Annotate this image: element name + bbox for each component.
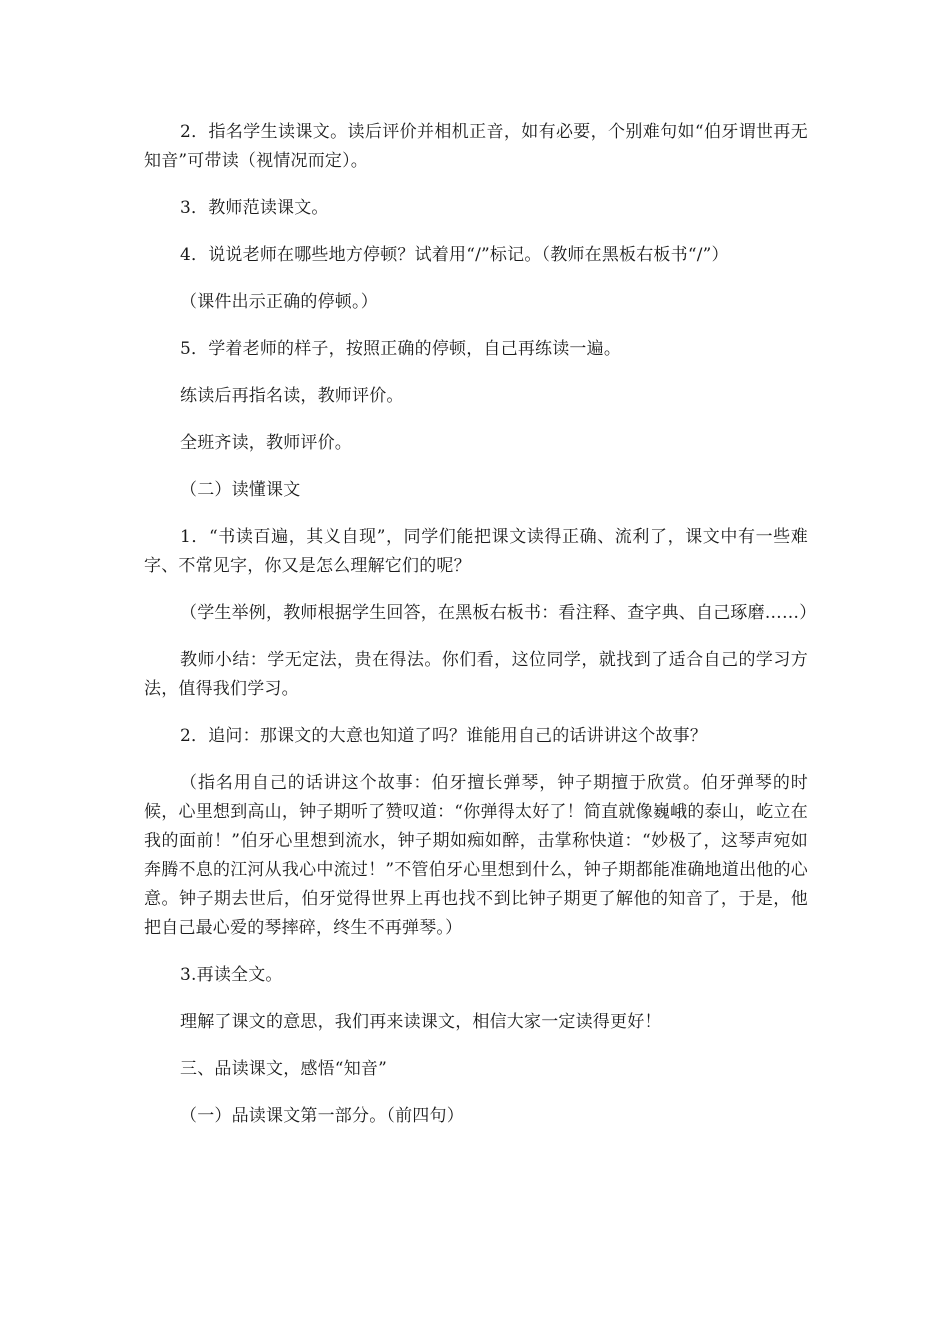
section-heading-understand: （二）读懂课文 <box>180 480 301 500</box>
paragraph-student-examples: （学生举例，教师根据学生回答，在黑板右板书：看注释、查字典、自己琢磨……） <box>180 603 817 623</box>
paragraph-practice: 5．学着老师的样子，按照正确的停顿，自己再练读一遍。 <box>180 339 622 359</box>
document-page <box>144 118 817 1131</box>
paragraph-reread: 3.再读全文。 <box>180 965 283 985</box>
paragraph-pauses: 4．说说老师在哪些地方停顿？试着用“/”标记。（教师在黑板右板书“/”） <box>180 245 729 265</box>
subsection-heading-part-one: （一）品读课文第一部分。（前四句） <box>180 1106 464 1126</box>
section-heading-appreciate: 三、品读课文，感悟“知音” <box>180 1059 387 1079</box>
paragraph-read-aloud: 2．指名学生读课文。读后评价并相机正音，如有必要，个别难句如“伯牙谓世再无知音”可带读（视情况而定）。 <box>144 122 808 171</box>
paragraph-story: （指名用自己的话讲这个故事：伯牙擅长弹琴，钟子期擅于欣赏。伯牙弹琴的时候，心里想到高山，钟子期听了赞叹道：“你弹得太好了！简直就像巍峨的泰山，屹立在我的面前！”伯牙心里想到流水，钟子期如痴如醉，击掌称快道：“妙极了，这琴声宛如奔腾不息的江河从我心中流过！”不管伯牙心里想到什么，钟子期都能准确地道出他的心意。钟子期去世后，伯牙觉得世界上再也找不到比钟子期更了解他的知音了，于是，他把自己最心爱的琴摔碎，终生不再弹琴。） <box>144 773 808 938</box>
paragraph-courseware: （课件出示正确的停顿。） <box>180 292 378 312</box>
paragraph-difficult-words: 1．“书读百遍，其义自现”，同学们能把课文读得正确、流利了，课文中有一些难字、不常见字，你又是怎么理解它们的呢？ <box>144 527 808 576</box>
paragraph-follow-up: 2．追问：那课文的大意也知道了吗？谁能用自己的话讲讲这个故事？ <box>180 726 708 746</box>
paragraph-class-reads: 全班齐读，教师评价。 <box>180 433 352 453</box>
paragraph-teacher-summary: 教师小结：学无定法，贵在得法。你们看，这位同学，就找到了适合自己的学习方法，值得我们学习。 <box>144 650 808 699</box>
paragraph-teacher-reads: 3．教师范读课文。 <box>180 198 329 218</box>
paragraph-read-again: 练读后再指名读，教师评价。 <box>180 386 404 406</box>
paragraph-understood: 理解了课文的意思，我们再来读课文，相信大家一定读得更好！ <box>180 1012 662 1032</box>
